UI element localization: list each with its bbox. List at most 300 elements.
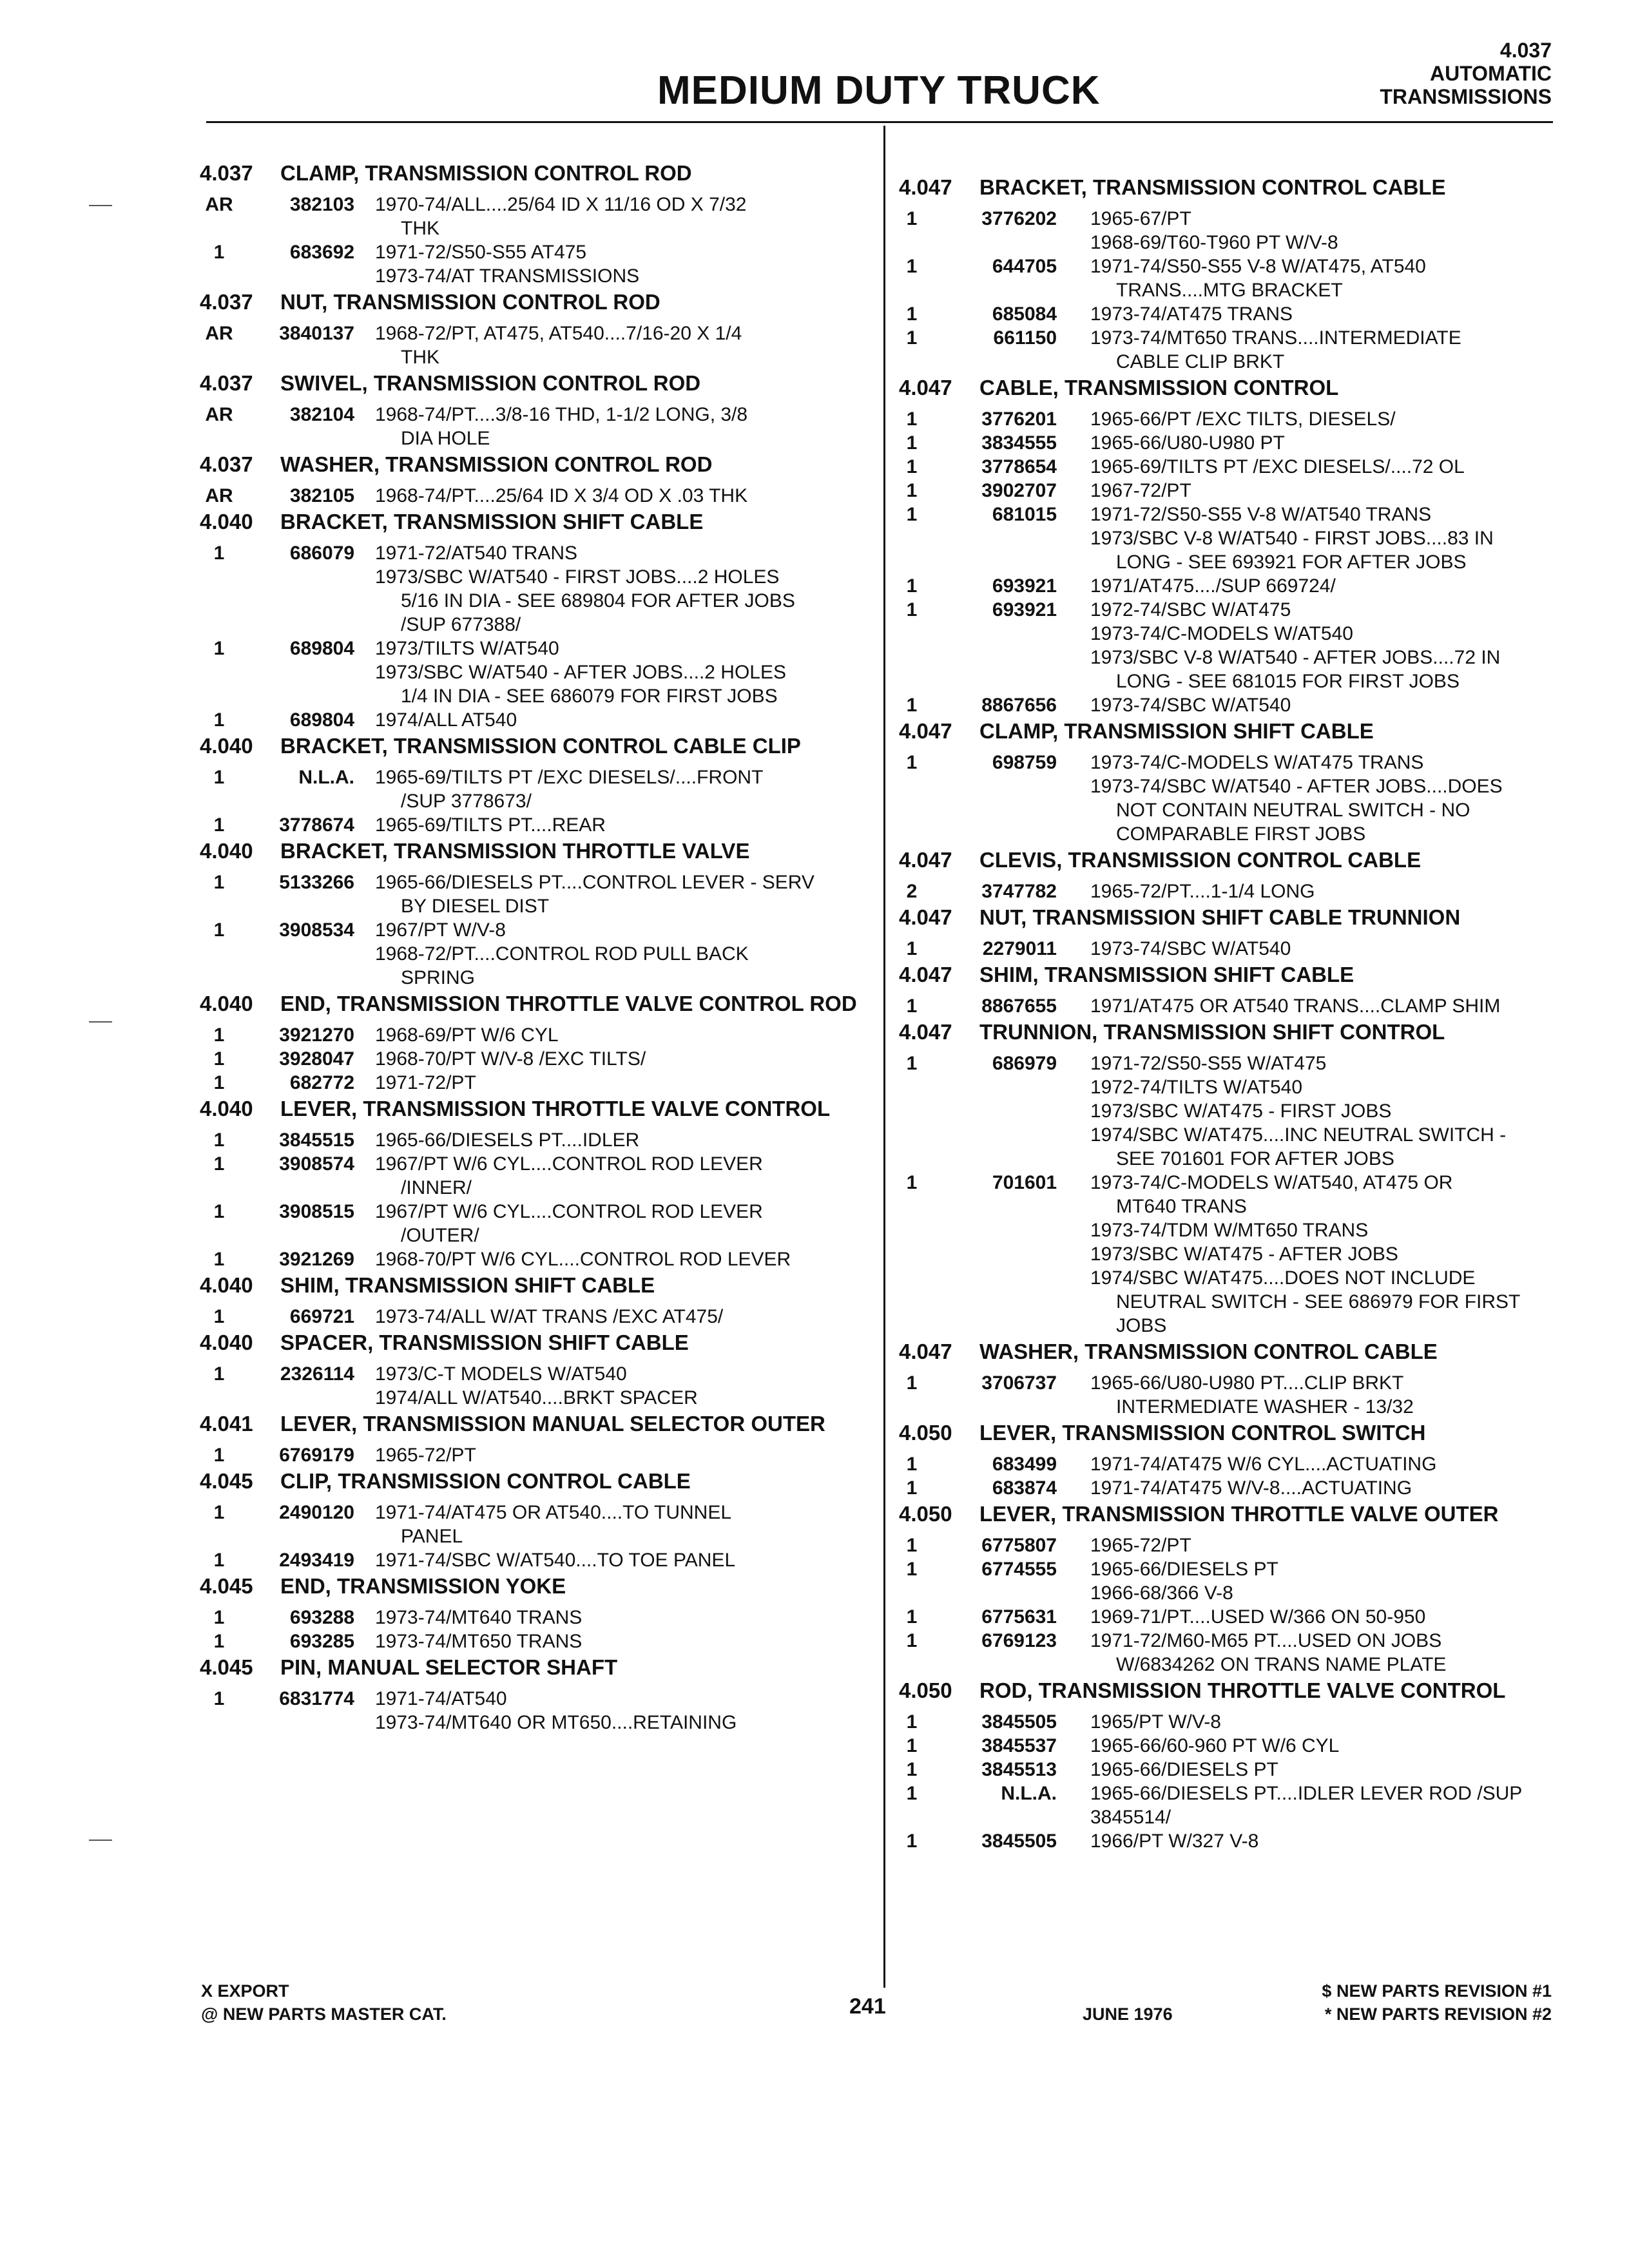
description-line: 1973-74/MT640 TRANS [375,1607,583,1628]
group-title: BRACKET, TRANSMISSION CONTROL CABLE [979,175,1446,199]
part-qty: 1 [213,543,225,564]
group-code: 4.047 [899,905,952,929]
part-description [375,1071,896,1095]
part-qty: 1 [213,1607,225,1628]
part-qty: 1 [906,575,918,597]
group-code: 4.045 [200,1469,253,1493]
description-line: 1965/PT W/V-8 [1090,1711,1221,1733]
part-qty: 1 [213,1631,225,1652]
description-line: THK [401,218,439,239]
part-number: 3845537 [981,1735,1057,1756]
description-line: 1973-74/C-MODELS W/AT540 [1090,623,1353,644]
part-description [1090,1734,1556,1758]
part-group [899,1020,1556,1338]
description-line: NEUTRAL SWITCH - SEE 686979 FOR FIRST [1116,1291,1521,1312]
part-description [375,403,896,450]
description-line: JOBS [1116,1315,1167,1336]
group-heading [200,452,896,476]
part-row [200,765,896,813]
part-group [200,452,896,508]
group-code: 4.040 [200,1273,253,1297]
group-heading [200,1655,896,1679]
part-qty: 1 [906,1559,918,1580]
part-description [375,1247,896,1271]
group-code: 4.040 [200,1097,253,1120]
part-row [200,1071,896,1095]
description-line: MT640 TRANS [1116,1196,1247,1217]
description-line: PANEL [401,1526,463,1547]
description-line: SPRING [401,967,476,988]
part-qty: AR [205,485,233,506]
part-row [200,541,896,637]
part-row [899,1734,1556,1758]
description-line: 1973-74/AT TRANSMISSIONS [375,265,640,287]
group-title: LEVER, TRANSMISSION THROTTLE VALVE OUTER [979,1502,1499,1526]
group-title: SPACER, TRANSMISSION SHIFT CABLE [280,1331,689,1354]
part-row [899,302,1556,326]
description-line: 1971-72/S50-S55 V-8 W/AT540 TRANS [1090,504,1432,525]
description-line: 1967-72/PT [1090,480,1191,501]
part-qty: 1 [213,1502,225,1523]
part-description [375,1305,896,1329]
part-number: 3921270 [279,1024,354,1046]
group-heading [899,963,1556,986]
group-code: 4.050 [899,1678,952,1702]
part-number: 2279011 [982,938,1057,959]
group-code: 4.040 [200,510,253,533]
part-description [375,193,896,240]
group-title: BRACKET, TRANSMISSION SHIFT CABLE [280,510,704,533]
group-title: NUT, TRANSMISSION SHIFT CABLE TRUNNION [979,905,1461,929]
part-number: 6774555 [981,1559,1057,1580]
part-description [1090,693,1556,717]
group-code: 4.037 [200,161,253,185]
group-title: SHIM, TRANSMISSION SHIFT CABLE [979,963,1354,986]
part-description [375,870,896,918]
part-row [899,407,1556,431]
part-row [200,637,896,708]
group-title: END, TRANSMISSION YOKE [280,1574,566,1598]
description-line: 1971-74/S50-S55 V-8 W/AT475, AT540 [1090,256,1426,277]
description-line: NOT CONTAIN NEUTRAL SWITCH - NO [1116,800,1470,821]
part-row [899,207,1556,255]
part-row [899,1605,1556,1629]
part-row [899,326,1556,374]
group-title: PIN, MANUAL SELECTOR SHAFT [280,1655,618,1679]
part-group [899,963,1556,1018]
part-group [899,905,1556,961]
description-line: 1974/ALL AT540 [375,709,517,731]
part-description [1090,1052,1556,1171]
description-line: INTERMEDIATE WASHER - 13/32 [1116,1396,1414,1418]
header-divider [206,121,1553,123]
part-qty: AR [205,194,233,215]
group-title: CLEVIS, TRANSMISSION CONTROL CABLE [979,848,1422,872]
part-group [200,290,896,369]
part-description [375,637,896,708]
description-line: 1971-72/AT540 TRANS [375,543,578,564]
part-number: 683692 [289,242,354,263]
part-row [200,193,896,240]
part-row [899,1171,1556,1338]
group-heading [200,510,896,533]
description-line: 1973-74/AT475 TRANS [1090,303,1293,325]
part-row [899,1452,1556,1476]
description-line: 5/16 IN DIA - SEE 689804 FOR AFTER JOBS [401,590,795,611]
description-line: 1965-72/PT [375,1445,476,1466]
part-description [1090,751,1556,846]
description-line: W/6834262 ON TRANS NAME PLATE [1116,1654,1447,1675]
part-row [200,1443,896,1467]
part-row [899,1476,1556,1500]
description-line: 1965-72/PT....1-1/4 LONG [1090,881,1315,902]
part-row [899,1052,1556,1171]
description-line: 1973-74/MT640 OR MT650....RETAINING [375,1712,737,1733]
section-line-2: TRANSMISSIONS [1380,85,1552,108]
description-line: 1973-74/MT650 TRANS [375,1631,583,1652]
part-qty: 1 [213,1550,225,1571]
part-qty: 1 [906,1535,918,1556]
part-row [200,813,896,837]
part-description [1090,1452,1556,1476]
part-row [200,1200,896,1247]
description-line: 1965-66/60-960 PT W/6 CYL [1090,1735,1340,1756]
part-description [1090,302,1556,326]
part-number: 2493419 [279,1550,354,1571]
description-line: 1973/SBC W/AT475 - AFTER JOBS [1090,1244,1398,1265]
part-row [899,598,1556,693]
group-code: 4.047 [899,1020,952,1044]
part-description [1090,1371,1556,1419]
group-code: 4.047 [899,719,952,743]
part-description [1090,1758,1556,1782]
description-line: 1971-74/AT475 W/6 CYL....ACTUATING [1090,1454,1437,1475]
part-group [899,1421,1556,1500]
part-qty: AR [205,323,233,344]
part-qty: 1 [906,480,918,501]
part-number: 6831774 [279,1688,354,1709]
part-number: 3706737 [981,1372,1057,1394]
part-row [200,322,896,369]
description-line: BY DIESEL DIST [401,896,550,917]
part-qty: 1 [213,1363,225,1385]
part-row [899,937,1556,961]
group-heading [899,719,1556,743]
part-number: 693921 [992,575,1057,597]
part-description [1090,1782,1556,1829]
part-group [200,1655,896,1735]
description-line: 1974/ALL W/AT540....BRKT SPACER [375,1387,698,1408]
part-row [899,479,1556,503]
part-qty: 1 [906,1454,918,1475]
part-number: 3778654 [981,456,1057,477]
part-number: N.L.A. [298,767,354,788]
part-qty: 1 [213,1201,225,1222]
group-heading [899,1678,1556,1702]
part-row [200,1606,896,1629]
part-qty: 1 [906,1831,918,1852]
part-description [1090,1476,1556,1500]
part-number: 6769123 [981,1630,1057,1651]
group-code: 4.045 [200,1574,253,1598]
part-number: 382105 [289,485,354,506]
part-row [200,484,896,508]
part-description [1090,431,1556,455]
part-row [200,918,896,990]
description-line: 1966/PT W/327 V-8 [1090,1831,1259,1852]
part-number: 698759 [992,752,1057,773]
description-line: 1972-74/TILTS W/AT540 [1090,1077,1303,1098]
group-code: 4.047 [899,376,952,399]
description-line: 1965-69/TILTS PT....REAR [375,814,606,836]
part-row [200,1305,896,1329]
part-qty: 1 [213,1306,225,1327]
description-line: 1974/SBC W/AT475....INC NEUTRAL SWITCH - [1090,1124,1507,1146]
description-line: 1973-74/C-MODELS W/AT540, AT475 OR [1090,1172,1453,1193]
part-qty: 1 [213,1445,225,1466]
part-number: 3845513 [981,1759,1057,1780]
description-line: 1974/SBC W/AT475....DOES NOT INCLUDE [1090,1267,1476,1289]
description-line: 1968-72/PT, AT475, AT540....7/16-20 X 1/4 [375,323,742,344]
group-heading [200,992,896,1015]
part-number: 686079 [289,543,354,564]
part-number: 382103 [289,194,354,215]
part-row [899,751,1556,846]
part-qty: 1 [213,872,225,893]
part-description [1090,574,1556,598]
description-line: LONG - SEE 681015 FOR FIRST JOBS [1116,671,1460,692]
part-group [200,734,896,837]
description-line: /SUP 3778673/ [401,791,532,812]
description-line: 3845514/ [1090,1807,1171,1828]
footer-revision-1: $ NEW PARTS REVISION #1 [1322,1981,1552,2001]
part-number: 3928047 [279,1048,354,1070]
part-number: 3840137 [279,323,354,344]
part-group [200,161,896,288]
description-line: 1973-74/SBC W/AT540 - AFTER JOBS....DOES [1090,776,1503,797]
description-line: 1966-68/366 V-8 [1090,1582,1233,1604]
description-line: 1965-66/U80-U980 PT....CLIP BRKT [1090,1372,1404,1394]
part-qty: 1 [213,1072,225,1093]
description-line: 1965-66/U80-U980 PT [1090,432,1285,454]
part-row [200,870,896,918]
part-description [375,1606,896,1629]
description-line: 1971-72/M60-M65 PT....USED ON JOBS [1090,1630,1442,1651]
description-line: SEE 701601 FOR AFTER JOBS [1116,1148,1394,1169]
part-description [1090,879,1556,903]
group-title: CLIP, TRANSMISSION CONTROL CABLE [280,1469,691,1493]
part-qty: 1 [906,1606,918,1628]
description-line: /SUP 677388/ [401,614,521,635]
description-line: 1973/SBC V-8 W/AT540 - FIRST JOBS....83 IN [1090,528,1494,549]
group-heading [899,848,1556,872]
description-line: 1968-69/PT W/6 CYL [375,1024,559,1046]
group-title: WASHER, TRANSMISSION CONTROL CABLE [979,1340,1438,1363]
part-number: 689804 [289,709,354,731]
part-row [899,455,1556,479]
footer-date: JUNE 1976 [1083,2004,1173,2024]
part-group [899,848,1556,903]
description-line: 1971-72/S50-S55 AT475 [375,242,587,263]
part-group [200,1574,896,1653]
description-line: 1/4 IN DIA - SEE 686079 FOR FIRST JOBS [401,686,778,707]
description-line: 1965-66/DIESELS PT [1090,1759,1278,1780]
description-line: 1973/SBC W/AT540 - AFTER JOBS....2 HOLES [375,662,786,683]
description-line: 1973-74/SBC W/AT540 [1090,938,1291,959]
part-description [375,1443,896,1467]
part-description [1090,1629,1556,1677]
group-title: CLAMP, TRANSMISSION SHIFT CABLE [979,719,1374,743]
description-line: 1965-72/PT [1090,1535,1191,1556]
part-qty: 1 [906,599,918,620]
group-heading [200,290,896,314]
part-group [200,510,896,732]
description-line: 1971-74/SBC W/AT540....TO TOE PANEL [375,1550,736,1571]
group-code: 4.045 [200,1655,253,1679]
group-heading [200,1412,896,1436]
part-description [375,322,896,369]
part-row [899,1758,1556,1782]
part-number: 669721 [289,1306,354,1327]
part-description [375,1629,896,1653]
part-group [200,1331,896,1410]
part-row [899,1533,1556,1557]
part-qty: 1 [906,995,918,1017]
part-description [1090,479,1556,503]
description-line: 1971-74/AT540 [375,1688,507,1709]
group-code: 4.050 [899,1502,952,1526]
part-qty: 1 [213,1129,225,1151]
part-row [899,1829,1556,1853]
description-line: 1973/C-T MODELS W/AT540 [375,1363,627,1385]
group-title: CLAMP, TRANSMISSION CONTROL ROD [280,161,692,185]
group-title: BRACKET, TRANSMISSION CONTROL CABLE CLIP [280,734,801,758]
part-number: 685084 [992,303,1057,325]
left-column [200,161,896,1736]
part-description [1090,1710,1556,1734]
description-line: CABLE CLIP BRKT [1116,351,1285,372]
part-row [200,240,896,288]
description-line: 1971-74/AT475 OR AT540....TO TUNNEL [375,1502,732,1523]
description-line: COMPARABLE FIRST JOBS [1116,823,1366,845]
part-qty: 1 [906,1172,918,1193]
part-qty: 1 [906,408,918,430]
part-number: 682772 [289,1072,354,1093]
part-number: 5133266 [279,872,354,893]
description-line: 1971-72/PT [375,1072,476,1093]
group-code: 4.047 [899,848,952,872]
part-qty: 1 [906,256,918,277]
group-heading [899,905,1556,929]
part-description [375,1548,896,1572]
group-title: LEVER, TRANSMISSION CONTROL SWITCH [979,1421,1426,1445]
part-group [200,992,896,1095]
group-title: CABLE, TRANSMISSION CONTROL [979,376,1339,399]
part-number: 3845515 [279,1129,354,1151]
page-number: 241 [849,1994,886,2019]
part-qty: 1 [906,1735,918,1756]
description-line: 1965-67/PT [1090,208,1191,229]
part-description [375,240,896,288]
part-group [200,1273,896,1329]
part-number: N.L.A. [1001,1783,1057,1804]
part-qty: 1 [906,938,918,959]
description-line: 1973/SBC V-8 W/AT540 - AFTER JOBS....72 IN [1090,647,1501,668]
part-description [1090,937,1556,961]
part-qty: 1 [906,504,918,525]
group-heading [899,1421,1556,1445]
part-group [200,839,896,990]
group-heading [200,839,896,863]
description-line: 1965-69/TILTS PT /EXC DIESELS/....72 OL [1090,456,1465,477]
part-description [1090,455,1556,479]
group-heading [200,1273,896,1297]
description-line: 1967/PT W/V-8 [375,919,506,941]
group-title: LEVER, TRANSMISSION MANUAL SELECTOR OUTER [280,1412,825,1436]
part-number: 693288 [289,1607,354,1628]
part-description [1090,1605,1556,1629]
group-heading [200,1469,896,1493]
description-line: /INNER/ [401,1177,472,1198]
group-heading [200,1097,896,1120]
group-heading [200,161,896,185]
group-heading [200,371,896,395]
part-row [200,1047,896,1071]
group-heading [899,1020,1556,1044]
part-description [375,1152,896,1200]
part-description [375,1362,896,1410]
part-number: 8867655 [981,995,1057,1017]
description-line: 1965-66/DIESELS PT [1090,1559,1278,1580]
group-code: 4.041 [200,1412,253,1436]
part-row [200,1548,896,1572]
part-group [899,1340,1556,1419]
group-heading [899,175,1556,199]
description-line: 1973/SBC W/AT540 - FIRST JOBS....2 HOLES [375,566,780,588]
part-qty: 1 [906,327,918,349]
part-qty: 1 [906,1053,918,1074]
part-row [899,503,1556,574]
part-number: 8867656 [981,695,1057,716]
part-qty: 1 [213,1249,225,1270]
part-number: 701601 [992,1172,1057,1193]
group-code: 4.040 [200,992,253,1015]
group-code: 4.040 [200,1331,253,1354]
part-number: 644705 [992,256,1057,277]
part-row [899,1629,1556,1677]
part-qty: 1 [906,695,918,716]
part-number: 3908574 [279,1153,354,1175]
group-code: 4.047 [899,963,952,986]
part-number: 3747782 [981,881,1057,902]
part-row [899,693,1556,717]
part-row [200,403,896,450]
part-qty: 1 [213,919,225,941]
description-line: 1971/AT475 OR AT540 TRANS....CLAMP SHIM [1090,995,1501,1017]
part-description [1090,1533,1556,1557]
part-group [899,175,1556,374]
part-number: 3776201 [981,408,1057,430]
part-description [375,765,896,813]
description-line: 1967/PT W/6 CYL....CONTROL ROD LEVER [375,1201,763,1222]
part-number: 382104 [289,404,354,425]
part-number: 3845505 [981,1711,1057,1733]
part-description [375,1128,896,1152]
part-description [1090,407,1556,431]
part-number: 3908515 [279,1201,354,1222]
part-number: 693921 [992,599,1057,620]
group-title: BRACKET, TRANSMISSION THROTTLE VALVE [280,839,750,863]
